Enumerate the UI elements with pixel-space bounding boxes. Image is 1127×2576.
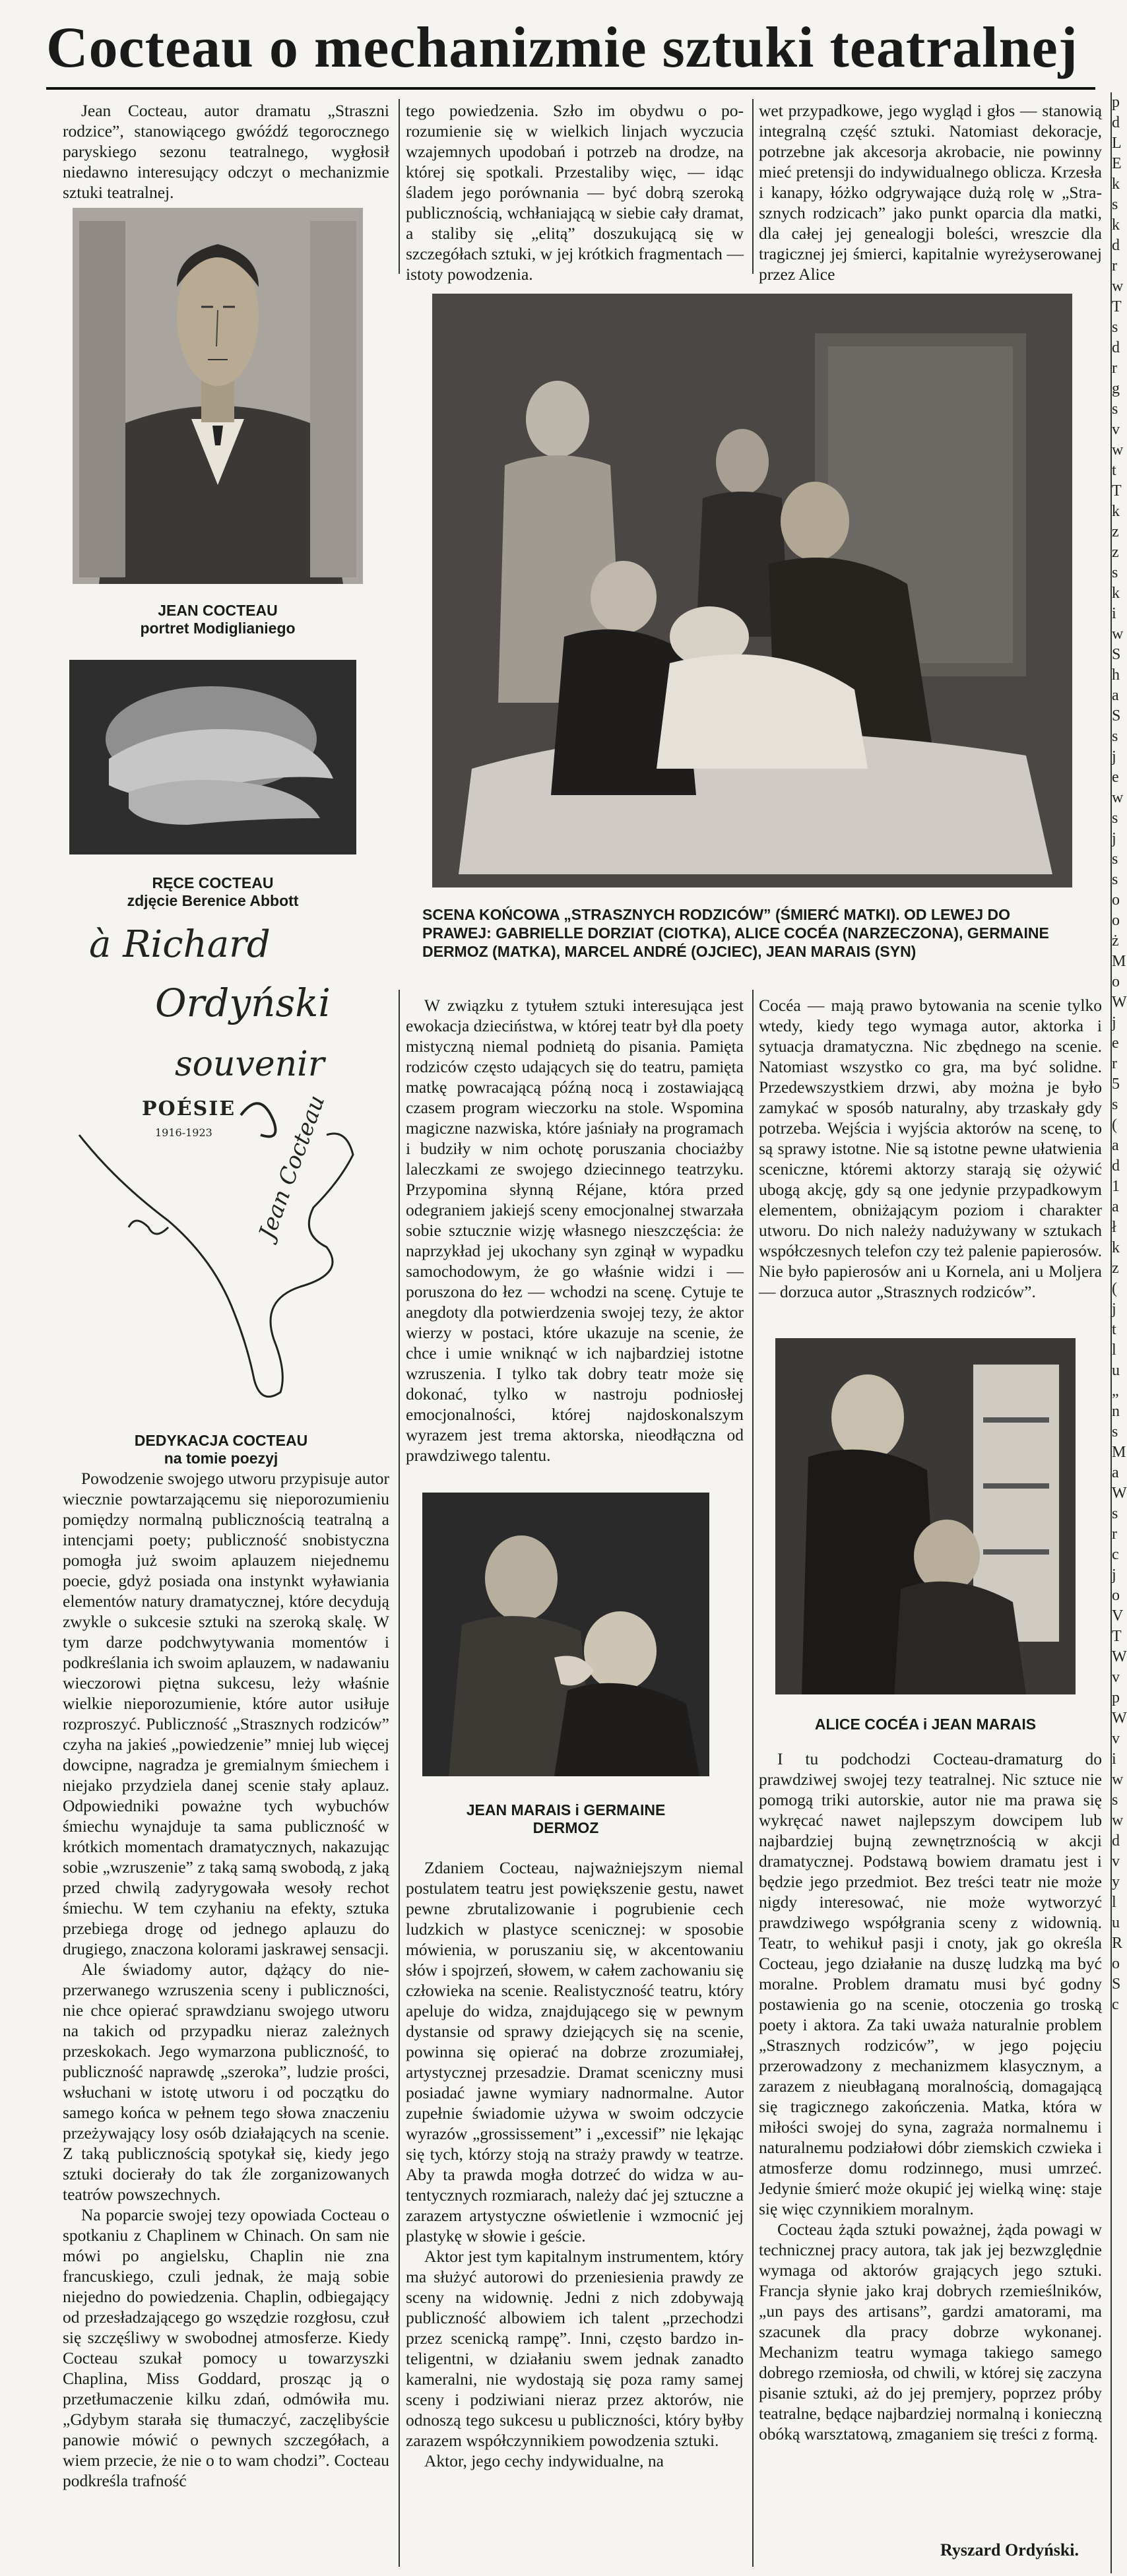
paragraph: I tu podchodzi Cocteau-dramaturg do prawdziwej swojej tezy teatralnej. Nic sztuce nie pomogą triki autorskie, autor nie ma prawa się wykręcać nawet najlepszym dowcipem lub najbardziej bujną zewnętrznością w akcji dramatycznej. Podstawą bowiem dramatu jest i będzie jego przedmiot. Bez treści teatr nie może nigdy interesować, nie może wytworzyć prawdziwego współgrania sceny z widownią. Teatr, to wehikuł pasji i cnoty, jak go określa Cocteau, jego działanie na duszę ludzką ma być moralne. Problem dramatu musi być godny postawienia go na scenie, otoczenia go troską poety i aktora. Za taki uważa naturalnie problem „Strasznych rodziców”, w jego pojęciu przerowadzony z mechanizmem klasycznym, a zarazem z nieubłaganą moralnością, domagającą się tragicznego zakończenia. Matka, która w miłości swojej do syna, zagraża normalnemu i naturalnemu podziałowi dóbr ziemskich czwieka i atmosferze domu rodzinnego, musi umrzeć. Jedynie śmierć może okupić jej wielką winę: staje się więc czynnikiem moralnym. bbox=[759, 1749, 1102, 2218]
marais-dermoz-image bbox=[422, 1493, 709, 1776]
dedication-image bbox=[63, 917, 379, 1419]
paragraph: Zdaniem Cocteau, najważniejszym niemal postulatem teatru jest powiększenie gestu, nawet pewne zbrutalizowanie i pogrubienie cech ludzkich w plastyce scenicznej: w sposobie mówienia, w poruszaniu się, w akcentowaniu słów i spojrzeń, słowem, w całem zachowaniu się człowieka na scenie. Realistyczność teatru, który apeluje do widza, znajdującego się w pewnym dystansie od sprawy dziejących się na scenie, powinna się opierać na dobrze zrozumiałej, artystycznej przesadzie. Dramat sceniczny musi posiadać jawne wymiary nadnormalne. Autor zupełnie świadomie używa w swoim odczycie wyrazów „grossissement” i „excessif” nie lękając się tych, którzy stoją na straży prawdy w teatrze. Aby ta prawda mogła dotrzeć do widza w autentycznych rozmiarach, należy dać jej sztuczne a zarazem artystyczne oświetlenie i wzmocnić jej plastykę w słowie i geście. bbox=[406, 1858, 744, 2245]
hands-caption-title: RĘCE COCTEAU bbox=[152, 874, 274, 891]
dedication-handwriting: souvenir bbox=[175, 1045, 325, 1084]
paragraph: Cocteau żąda sztuki poważnej, żąda powagi w technicznej pracy autora, tak jak jej bezwzględnie wymaga od aktorów grających jego sztuki. Francja słynie jako kraj dobrych rzemieślników, „un pays des artisans”, gardzi amatorami, ma szacunek dla pracy dobrze wykonanej. Mechanizm teatru wymaga takiego samego dobrego rzemiosła, od chwili, w której się zaczyna pisanie sztuki, aż do jej premjery, poprzez próby teatralne, będące najbardziej normalną i konieczną obóką warsztatową, zmaganiem się treści z formą. bbox=[759, 2220, 1102, 2443]
portrait-caption-title: JEAN COCTEAU bbox=[158, 602, 278, 619]
column-2-body-b bbox=[406, 1857, 744, 2471]
final-scene-caption: SCENA KOŃCOWA „STRASZNYCH RODZICÓW” (ŚMIERĆ MATKI). OD LEWEJ DO PRAWEJ: GABRIELLE DORZIAT (CIOTKA), ALICE COCÉA (NARZECZONA), GERMAINE DERMOZ (MATKA), MARCEL ANDRÉ (OJCIEC), JEAN MARAIS (SYN) bbox=[422, 906, 1049, 960]
paragraph: Aktor jest tym kapitalnym instrumentem, który ma służyć autorowi do przeniesienia prawdy ze sceny na widownię. Jedni z nich zdobywają publiczność albowiem ich talent „przechodzi przez scenicką rampę”. Inni, często bardzo inteligentni, w działaniu swem jednak zanadto kameralni, nie wydostają się poza ramy samej sceny i podziwiani nieraz przez aktorów, nie odnoszą tego sukcesu u publiczności, który byłby zarazem współczynnikiem powodzenia sztuki. bbox=[406, 2247, 744, 2450]
marais-dermoz-caption-line: JEAN MARAIS i GERMAINE bbox=[466, 1801, 666, 1819]
portrait-caption-credit: portret Modiglianiego bbox=[140, 620, 296, 637]
hands-caption bbox=[69, 874, 356, 910]
portrait-caption bbox=[73, 602, 363, 637]
column-divider bbox=[399, 99, 400, 274]
title-rule bbox=[46, 87, 1095, 90]
hands-image bbox=[69, 660, 356, 854]
column-3-body-a bbox=[759, 995, 1102, 1302]
cocea-marais-caption: ALICE COCÉA i JEAN MARAIS bbox=[814, 1716, 1037, 1733]
book-title: POÉSIE bbox=[142, 1097, 236, 1120]
intro-paragraph: Jean Cocteau, autor dramatu „Straszni rodzice”, stanowiącego gwóźdź tegorocznego paryskiego sezonu teatralnego, wygłosił niedawno interesujący odczyt o mechanizmie sztuki teatralnej. bbox=[63, 101, 389, 202]
adjacent-column-text: p d L E k s k d r w T s d r g s v w t T k z z s k i w S h a S s j e w s j s s o o ż M o W j e r 5 s ( a d 1 a ł k z ( j t l u „ n s M a W s r c j o V T W v p W v i w s w d v y l u R o S c bbox=[1112, 94, 1127, 2013]
dedication-handwriting: à Richard bbox=[89, 923, 271, 966]
dedication-caption-sub: na tomie poezyj bbox=[164, 1450, 278, 1467]
adjacent-column-fragment bbox=[1112, 92, 1125, 2573]
column-divider bbox=[752, 99, 754, 274]
dedication-caption-title: DEDYKACJA COCTEAU bbox=[134, 1432, 308, 1449]
column-3-top: wet przypadkowe, jego wygląd i głos — stanowią integralną część sztuki. Natomiast dekoracje, potrzebne jak akcesorja akrobacie, nie powinny mieć pretensji do indywidualnego oblicza. Krzesła i kanapy, łóżko odgrywające dużą rolę w „Strasznych rodzicach” jako punkt oparcia dla matki, dla całej jej genealogji boleści, wreszcie dla tragicznej jej śmierci, kapitalnie wyreżyserowanej przez Alice bbox=[759, 101, 1102, 284]
paragraph: Ale świadomy autor, dążący do nieprzerwanego wzruszenia sceny i publiczności, nie chce opierać sprawdzianu swojego utworu na takich od przypadku nieraz zależnych przeskokach. Jego wymarzona publiczność, to publiczność naprawdę „szeroka”, ludzie prości, wsłuchani w istotę utworu i od początku do samego końca w pełnem tego słowa znaczeniu przeżywający losy osób działających na scenie. Z taką publicznością spotykał się, kiedy jego sztuki docierały do tak źle zorganizowanych teatrów powszechnych. bbox=[63, 1960, 389, 2204]
portrait-image bbox=[73, 208, 363, 584]
cocea-marais-image bbox=[775, 1338, 1076, 1694]
dedication-handwriting: Ordyński bbox=[155, 981, 331, 1025]
column-2-body-a bbox=[406, 995, 744, 1465]
paragraph: Na poparcie swojej tezy opowiada Cocteau o spotkaniu z Chaplinem w Chinach. On sam nie mówi po angielsku, Chaplin nie zna francuskiego, czuli jednak, że mają sobie niejedno do powiedzenia. Chaplin, odbiegający od przesładzającego go wszędzie rozgłosu, czuł się szczęśliwy w swobodnej atmosferze. Kiedy Cocteau szukał pomocy u towarzyszki Chaplina, Miss Goddard, prosząc ją o przetłumaczenie kilku zdań, odmówiła mu. „Gdybym starała się tłumaczyć, zaczęlibyście panowie mówić o pewnych szczegółach, a wiem przecie, że nie o to wam chodzi”. Cocteau podkreśla trafność bbox=[63, 2205, 389, 2490]
cocteau-signature: Jean Cocteau bbox=[253, 1091, 331, 1242]
marais-dermoz-caption bbox=[422, 1801, 709, 1837]
column-1-body bbox=[63, 1468, 389, 2491]
hands-caption-credit: zdjęcie Berenice Abbott bbox=[127, 892, 299, 909]
column-3-body-b bbox=[759, 1749, 1102, 2444]
paragraph: Cocéa — mają prawo bytowania na scenie tylko wtedy, kiedy tego wymaga autor, aktorka i sytuacja dramatyczna. Nic zbędnego na scenie. Natomiast wszystko co gra, ma być solidne. Przedewszystkiem drzwi, aby można je było zamykać w sposób naturalny, aby trzaskały gdy potrzeba. Wejścia i wyjścia aktorów na scenę, to są sprawy istotne. Nie są istotne pewne ułatwienia sceniczne, któremi aktorzy starają się ożywić ubogą akcję, gdy są one jedynie przypadkowym elementem, obniżającym poziom i charakter utworu. Do nich należy nadużywany w sztukach współczesnych telefon czy też palenie papierosów. Nie było papierosów ani u Kornela, ani u Moljera — dorzuca autor „Strasznych rodziców”. bbox=[759, 996, 1102, 1301]
column-divider bbox=[399, 990, 400, 2567]
column-divider bbox=[752, 990, 754, 2567]
paragraph: Aktor, jego cechy indywidualne, na bbox=[424, 2451, 664, 2470]
paragraph: W związku z tytułem sztuki interesująca jest ewokacja dzieciństwa, w której teatr był dla poety mistyczną niemal podnietą do pisania. Pamięta rodziców często udających się do teatru, pamięta matkę powracającą późną nocą i zostawiającą czasem program wieczorku na stole. Wspomina magiczne nazwiska, które jaśniały na programach i budziły w nim ochotę poruszania chociażby laleczkami ze swojego dziecinnego teatrzyku. Przypomina słynną Réjane, która przed odegraniem jakiejś sceny emocjonalnej stwarzała sobie sztucznie wizję własnego nieszczęścia: że naprzykład jej ukochany syn zginął w wypadku samochodowym, że go właśnie widzi i — poruszona do łez — wchodzi na scenę. Cytuje te anegdoty dla potwierdzenia swojej tezy, że aktor wierzy w postaci, które ukazuje na scenie, że chce i umie wniknąć w ich najbardziej istotne wzruszenia. I tylko tak dobry teatr może się dokonać, tylko w nastroju podniosłej emocjonalności, której najdoskonalszym wyrazem jest trema aktorska, nieodłączna od prawdziwego talentu. bbox=[406, 996, 744, 1465]
paragraph: Powodzenie swojego utworu przypisuje autor wiecznie powtarzającemu się nieporozumieniu pomiędzy normalną publicznością teatralną a intencjami poety; publiczność snobistyczna pomogła już swoim aplauzem niejednemu poecie, gdyż posiada ona instynkt wyławiania elementów natury dramatycznej, które decydują zwykle o sukcesie sztuki na szeroką skalę. W tym darze podchwytywania momentów i podkreślania ich swoim aplauzem, w nadawaniu wieczorowi piętna sukcesu, leży właśnie wielkie nieporozumienie, które autor usiłuje rozproszyć. Publiczność „Strasznych rodziców” czyha na jakieś „powiedzenie” mniej lub więcej dowcipne, nagradza je gremialnym śmiechem i niejako przydziela danej scenie stały aplauz. Odpowiedniki poważne tych wybuchów śmiechu wynajduje ta sama publiczność w krótkich momentach dramatycznych, nakazując sobie „wzruszenie” z taką samą swobodą, z jaką przed chwilą zadyrygowała wesoły rechot śmiechu. W tem czyhaniu na efekty, sztuka przebiega drogę od jednego aplauzu do drugiego, znaczona kolorami jaskrawej sensacji. bbox=[63, 1469, 389, 1958]
author-signature: Ryszard Ordyński. bbox=[940, 2540, 1079, 2560]
dedication-caption bbox=[63, 1432, 379, 1467]
page-title: Cocteau o mechanizmie sztuki teatralnej bbox=[46, 16, 1078, 80]
final-scene-image bbox=[432, 294, 1072, 887]
marais-dermoz-caption-line: DERMOZ bbox=[532, 1819, 599, 1836]
book-years: 1916-1923 bbox=[155, 1126, 212, 1139]
column-2-top: tego powiedzenia. Szło im obydwu o porozumienie się w wielkich linjach wyczucia wzajemnych upodobań i potrzeb na drodze, na której się spotkali. Przestaliby więc, — idąc śladem jego porównania — być dobrą szeroką publicznością, wchłaniającą w siebie cały dramat, a staliby się „elitą” doszukującą się w szczegółach sztuki, w jej krótkich fragmentach — istoty powodzenia. bbox=[406, 101, 744, 284]
